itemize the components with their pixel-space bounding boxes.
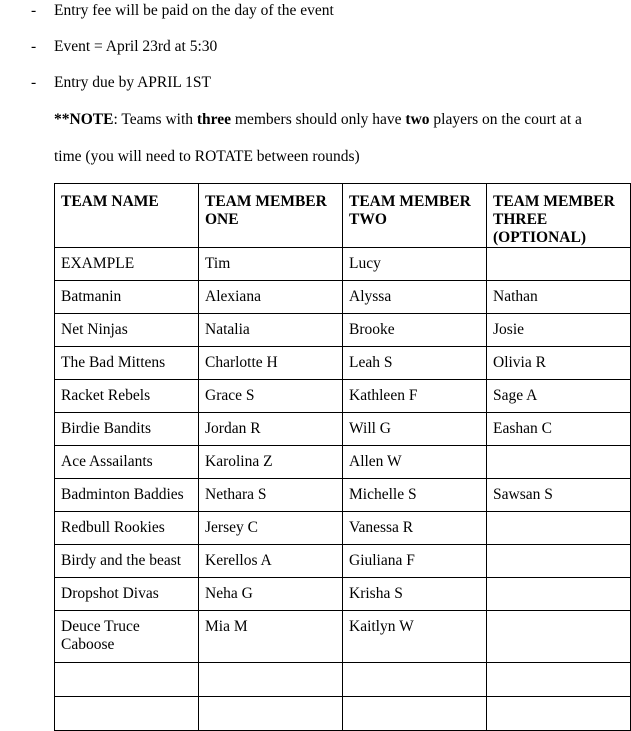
table-row	[55, 512, 631, 545]
table-cell: Tim	[199, 248, 343, 281]
teams-table	[54, 183, 631, 731]
table-cell	[487, 578, 631, 611]
note-text: : Teams with	[113, 111, 197, 128]
table-row	[55, 446, 631, 479]
table-cell: Jersey C	[199, 512, 343, 545]
table-cell: Batmanin	[55, 281, 199, 314]
table-header-row	[55, 184, 631, 248]
table-cell: Will G	[343, 413, 487, 446]
table-cell-empty[interactable]	[487, 663, 631, 697]
table-cell-empty[interactable]	[487, 697, 631, 731]
bullet-dash: -	[31, 2, 37, 19]
table-row	[55, 347, 631, 380]
table-cell: Mia M	[199, 611, 343, 663]
header-team-name: TEAM NAME	[55, 184, 199, 248]
header-member-one: TEAM MEMBER ONE	[199, 184, 343, 248]
header-member-three: TEAM MEMBER THREE (OPTIONAL)	[487, 184, 631, 248]
table-cell-empty[interactable]	[55, 697, 199, 731]
table-cell: Birdy and the beast	[55, 545, 199, 578]
table-row	[55, 248, 631, 281]
table-cell: Kerellos A	[199, 545, 343, 578]
table-cell: Leah S	[343, 347, 487, 380]
table-cell	[487, 446, 631, 479]
table-cell: Jordan R	[199, 413, 343, 446]
table-cell: Natalia	[199, 314, 343, 347]
table-cell: Net Ninjas	[55, 314, 199, 347]
table-cell: Brooke	[343, 314, 487, 347]
table-cell-empty[interactable]	[199, 697, 343, 731]
table-cell: Nethara S	[199, 479, 343, 512]
table-cell: Racket Rebels	[55, 380, 199, 413]
table-row	[55, 413, 631, 446]
table-cell: Neha G	[199, 578, 343, 611]
table-cell: Kathleen F	[343, 380, 487, 413]
table-cell: Alyssa	[343, 281, 487, 314]
table-cell: Grace S	[199, 380, 343, 413]
table-cell: Charlotte H	[199, 347, 343, 380]
table-cell: Nathan	[487, 281, 631, 314]
bullet-text: Entry due by APRIL 1ST	[54, 74, 212, 91]
table-cell-empty[interactable]	[343, 663, 487, 697]
table-cell	[487, 545, 631, 578]
table-cell: Redbull Rookies	[55, 512, 199, 545]
table-row-empty	[55, 663, 631, 697]
table-row	[55, 578, 631, 611]
table-cell: Eashan C	[487, 413, 631, 446]
table-cell: Giuliana F	[343, 545, 487, 578]
table-cell: Badminton Baddies	[55, 479, 199, 512]
note-text: players on the court at a	[429, 111, 582, 128]
table-cell	[487, 611, 631, 663]
bullet-dash: -	[31, 74, 37, 91]
table-cell: Michelle S	[343, 479, 487, 512]
table-row	[55, 545, 631, 578]
table-cell: Josie	[487, 314, 631, 347]
table-cell: Kaitlyn W	[343, 611, 487, 663]
header-member-two: TEAM MEMBER TWO	[343, 184, 487, 248]
table-cell: Olivia R	[487, 347, 631, 380]
table-cell: Alexiana	[199, 281, 343, 314]
table-cell: Deuce Truce Caboose	[55, 611, 199, 663]
table-row	[55, 281, 631, 314]
bullet-text: Entry fee will be paid on the day of the event	[54, 2, 334, 19]
table-cell-empty[interactable]	[55, 663, 199, 697]
table-cell	[487, 512, 631, 545]
table-cell: Dropshot Divas	[55, 578, 199, 611]
table-row	[55, 479, 631, 512]
table-cell: The Bad Mittens	[55, 347, 199, 380]
note-prefix: **NOTE	[54, 111, 114, 128]
table-cell: Allen W	[343, 446, 487, 479]
table-cell: Vanessa R	[343, 512, 487, 545]
table-cell: Birdie Bandits	[55, 413, 199, 446]
table-row	[55, 380, 631, 413]
table-cell: Ace Assailants	[55, 446, 199, 479]
table-row	[55, 611, 631, 663]
table-cell-empty[interactable]	[343, 697, 487, 731]
table-cell: Sage A	[487, 380, 631, 413]
table-row	[55, 314, 631, 347]
table-cell: Sawsan S	[487, 479, 631, 512]
table-cell-empty[interactable]	[199, 663, 343, 697]
note-line-2: time (you will need to ROTATE between rounds)	[54, 148, 360, 165]
bullet-text: Event = April 23rd at 5:30	[54, 38, 218, 55]
table-cell	[487, 248, 631, 281]
table-row-empty	[55, 697, 631, 731]
bullet-dash: -	[31, 38, 37, 55]
note-bold-three: three	[196, 111, 232, 128]
table-cell: EXAMPLE	[55, 248, 199, 281]
note-text: members should only have	[231, 111, 406, 128]
table-cell: Karolina Z	[199, 446, 343, 479]
table-cell: Lucy	[343, 248, 487, 281]
table-cell: Krisha S	[343, 578, 487, 611]
note-bold-two: two	[405, 111, 430, 128]
note-line-1	[54, 110, 582, 130]
